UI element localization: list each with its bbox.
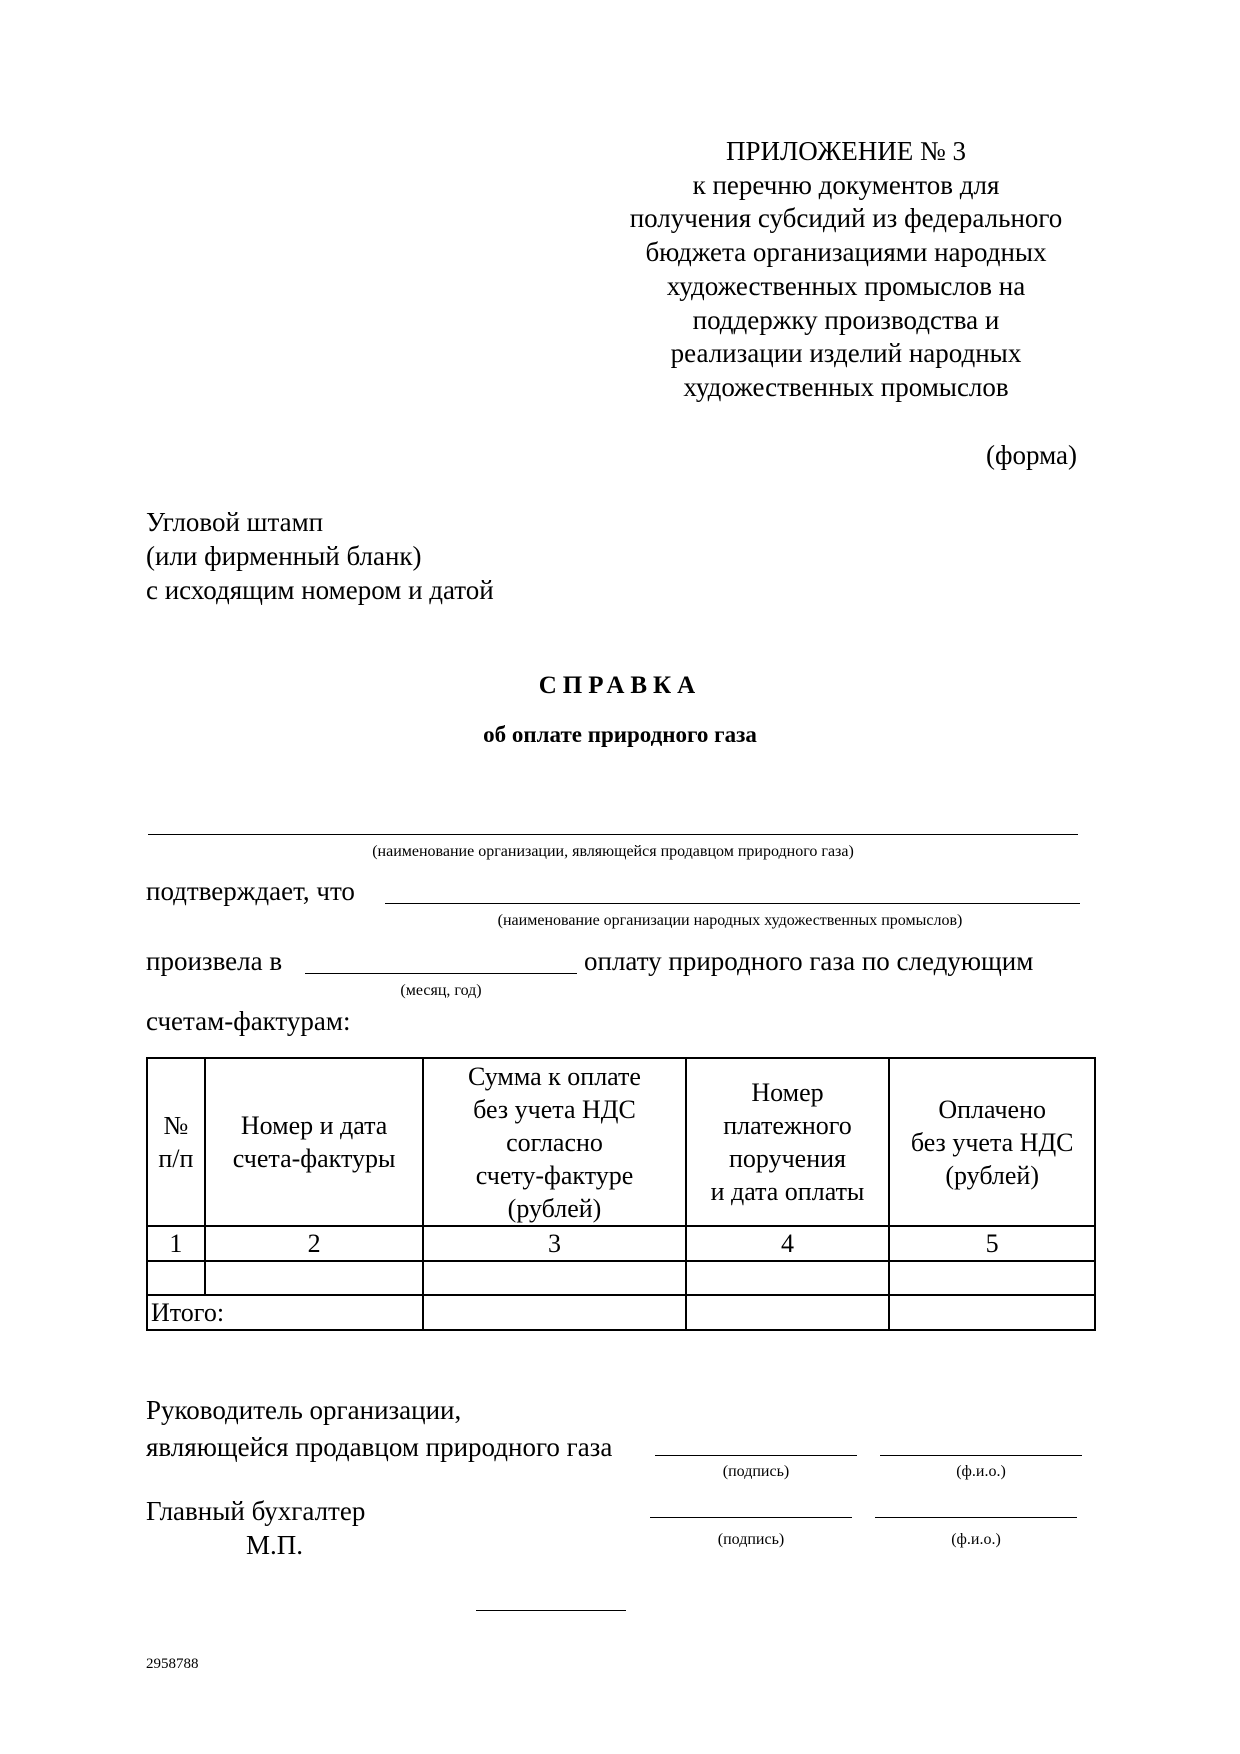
table-row <box>147 1261 1095 1295</box>
table-cell[interactable] <box>205 1261 423 1295</box>
head-signature-caption: (подпись) <box>722 1463 790 1480</box>
column-number: 3 <box>423 1226 685 1261</box>
header-text: п/п <box>158 1144 194 1173</box>
table-header-row <box>147 1058 1095 1226</box>
column-number: 1 <box>147 1226 205 1261</box>
appendix-heading: ПРИЛОЖЕНИЕ № 3 <box>725 136 967 166</box>
crafts-caption: (наименование организации народных художественных промыслов) <box>497 912 963 929</box>
confirms-label: подтверждает, что <box>146 876 355 906</box>
header-cell-payment-order <box>686 1058 890 1226</box>
header-cell-paid <box>889 1058 1095 1226</box>
corner-stamp-block <box>146 505 494 607</box>
document-title: СПРАВКА <box>538 672 702 699</box>
head-name-caption: (ф.и.о.) <box>956 1463 1006 1480</box>
header-text: поручения <box>729 1144 846 1173</box>
header-text: согласно <box>506 1127 603 1157</box>
accountant-name-field[interactable] <box>875 1517 1077 1518</box>
header-text: и дата оплаты <box>710 1177 865 1206</box>
appendix-line: поддержку производства и <box>692 304 1000 335</box>
table-cell[interactable] <box>147 1261 205 1295</box>
invoice-table <box>146 1057 1096 1331</box>
appendix-line: реализации изделий народных <box>670 338 1022 369</box>
paid-in-label: произвела в <box>146 946 283 976</box>
header-text: Номер <box>751 1078 824 1107</box>
total-cell[interactable] <box>423 1295 685 1330</box>
head-signature-field[interactable] <box>655 1455 857 1456</box>
accountant-signature-field[interactable] <box>650 1517 852 1518</box>
head-label-line2: являющейся продавцом природного газа <box>146 1432 613 1462</box>
invoices-label: счетам-фактурам: <box>146 1006 351 1036</box>
end-divider <box>476 1610 626 1611</box>
table-cell[interactable] <box>889 1261 1095 1295</box>
stamp-line: Угловой штамп <box>146 507 324 537</box>
table-cell[interactable] <box>686 1261 890 1295</box>
header-text: без учета НДС <box>473 1094 636 1124</box>
header-cell-amount-due <box>423 1058 685 1226</box>
header-text: счета-фактуры <box>232 1144 396 1173</box>
stamp-line: с исходящим номером и датой <box>146 575 494 605</box>
appendix-line: к перечню документов для <box>692 169 1000 200</box>
appendix-block <box>613 135 1079 405</box>
header-text: № <box>163 1111 189 1140</box>
month-caption: (месяц, год) <box>400 982 482 999</box>
crafts-org-name-field[interactable] <box>385 903 1080 904</box>
appendix-line: художественных промыслов на <box>666 270 1026 301</box>
seller-caption: (наименование организации, являющейся продавцом природного газа) <box>372 843 854 860</box>
stamp-line: (или фирменный бланк) <box>146 541 422 571</box>
header-text: Сумма к оплате <box>468 1061 641 1091</box>
seal-label: М.П. <box>246 1530 304 1560</box>
header-text: (рублей) <box>507 1193 602 1223</box>
header-text: (рублей) <box>945 1160 1039 1190</box>
appendix-line: бюджета организациями народных <box>645 237 1047 268</box>
header-text: платежного <box>723 1111 852 1140</box>
column-number-row <box>147 1226 1095 1261</box>
head-label-line1: Руководитель организации, <box>146 1395 462 1425</box>
header-text: Оплачено <box>938 1094 1047 1124</box>
accountant-label: Главный бухгалтер <box>146 1496 366 1526</box>
document-subtitle: об оплате природного газа <box>483 722 757 747</box>
total-cell[interactable] <box>889 1295 1095 1330</box>
document-number: 2958788 <box>146 1656 199 1672</box>
total-cell[interactable] <box>686 1295 890 1330</box>
header-text: Номер и дата <box>240 1111 388 1140</box>
appendix-line: получения субсидий из федерального <box>629 203 1063 234</box>
table-cell[interactable] <box>423 1261 685 1295</box>
column-number: 2 <box>205 1226 423 1261</box>
seller-name-field[interactable] <box>148 834 1078 835</box>
accountant-name-caption: (ф.и.о.) <box>951 1531 1001 1548</box>
column-number: 4 <box>686 1226 890 1261</box>
header-text: счету-фактуре <box>475 1160 634 1190</box>
total-label: Итого: <box>147 1295 423 1330</box>
paid-rest-label: оплату природного газа по следующим <box>584 946 1034 976</box>
head-name-field[interactable] <box>880 1455 1082 1456</box>
header-cell-number <box>147 1058 205 1226</box>
header-text: без учета НДС <box>910 1127 1074 1157</box>
accountant-signature-caption: (подпись) <box>717 1531 785 1548</box>
column-number: 5 <box>889 1226 1095 1261</box>
header-cell-invoice <box>205 1058 423 1226</box>
appendix-line: художественных промыслов <box>683 371 1009 402</box>
form-label: (форма) <box>986 440 1077 470</box>
month-year-field[interactable] <box>305 973 577 974</box>
total-row <box>147 1295 1095 1330</box>
